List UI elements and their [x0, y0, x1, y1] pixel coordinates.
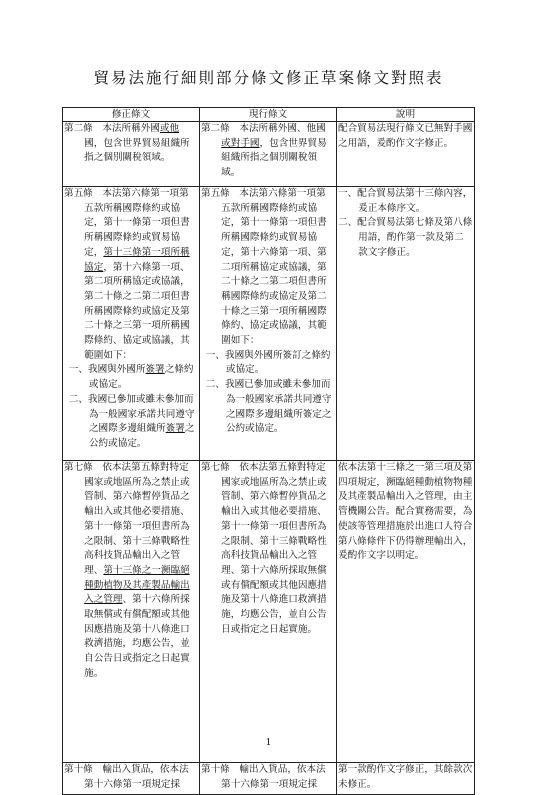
- header-current: 現行條文: [200, 108, 337, 122]
- note-cell: [337, 122, 475, 187]
- page-title: 貿易法施行細則部分條文修正草案條文對照表: [93, 69, 444, 87]
- note-text: 配合貿易法現行條文已無對手國之用語，爰酌作文字修正。: [338, 123, 473, 149]
- article-text: 第七條 依本法第五條對特定國家或地區所為之禁止或管制、第六條暫停貨品之輸出入或其他必要措施、第十一條第一項但書所為之限制、第十三條戰略性高科技貨品輸出入之管理、第十三條之一瀕臨絕種動植物及其產製品輸出入之管理、第十六條所採取無償或有償配額或其他因應措施及第十八條進口救濟措施，均應公告，並自公告日或指定之日起實施。: [64, 462, 190, 679]
- article-text: 第五條 本法第六條第一項第五款所稱國際條約或協定，第十一條第一項但書所稱國際條約或貿易協定，第十三條第一項所稱協定，第十六條第一項、第二項所稱協定或協議，第二十條之二第二項但書所稱國際條約或協定及第二十條之三第一項所稱國際條約、協定或協議，其範圍如下：: [64, 188, 190, 361]
- table-row: [63, 763, 475, 795]
- table-row: [63, 187, 475, 461]
- current-cell: [200, 187, 337, 461]
- header-note: 說明: [337, 108, 475, 122]
- article-text: 第五條 本法第六條第一項第五款所稱國際條約或協定，第十一條第一項但書所稱國際條約或貿易協定，第十六條第一項、第二項所稱協定或協議，第二十條之二第二項但書所稱國際條約或協定及第二十條之三第一項所稱國際條約、協定或協議，其範圍如下：: [201, 188, 327, 347]
- amended-text: 或他: [159, 123, 180, 134]
- current-cell: [200, 763, 337, 795]
- revised-cell: [63, 187, 200, 461]
- current-cell: [200, 461, 337, 763]
- table-row: [63, 461, 475, 763]
- note-text: 第一款酌作文字修正，其餘款次未修正。: [338, 764, 473, 790]
- comparison-table: [62, 107, 475, 795]
- list-item: 一、配合貿易法第十三條內容，爰正本條序文。: [338, 188, 473, 214]
- deleted-text: 或對手國: [221, 137, 260, 149]
- list-item: 二、配合貿易法第七條及第八條用語，酌作第一款及第二款文字修正。: [338, 217, 473, 258]
- article-text: 第二條 本法所稱外國、他國或對手國，包含世界貿易組織所指之個別關稅領域。: [201, 123, 327, 179]
- list-item: 二、我國已參加或雖未參加而為一般國家承諾共同遵守之國際多邊組織所簽定之公約或協定。: [205, 379, 332, 435]
- amended-text: 第十三條之一瀕臨絕種動植物及其產製品輸出入之管理: [84, 564, 190, 606]
- revised-cell: [63, 763, 200, 795]
- current-cell: [200, 122, 337, 187]
- header-revised: 修正條文: [63, 108, 200, 122]
- table-row: [63, 122, 475, 187]
- amended-text: 第十三條第一項所稱協定: [84, 246, 190, 273]
- article-text: 第二條 本法所稱外國或他國，包含世界貿易組織所指之個別關稅領域。: [64, 123, 190, 164]
- amended-text: 簽署: [165, 423, 185, 435]
- article-text: 第十條 輸出入貨品，依本法第十六條第一項規定採: [64, 764, 189, 790]
- note-text: 依本法第十三條之一第三項及第四項規定，瀕臨絕種動植物物種及其產製品輸出入之管理，由主管機關公告。配合實務需要，為使該等管理措施於出進口人符合第八條條件下仍得辦理輸出入，爰酌作文字以明定。: [338, 462, 473, 562]
- page-number: 1: [265, 738, 272, 748]
- note-cell: [337, 461, 475, 763]
- list-item: 二、我國已參加或雖未參加而為一般國家承諾共同遵守之國際多邊組織所簽署之公約或協定。: [68, 393, 195, 449]
- article-text: 第七條 依本法第五條對特定國家或地區所為之禁止或管制、第六條暫停貨品之輸出入或其他必要措施、第十一條第一項但書所為之限制、第十三條戰略性高科技貨品輸出入之管理、第十六條所採取無償或有償配額或其他因應措施及第十八條進口救濟措施，均應公告，並自公告日或指定之日起實施。: [201, 462, 327, 635]
- list-item: 一、我國與外國所簽訂之條約或協定。: [205, 349, 331, 376]
- revised-cell: [63, 122, 200, 187]
- note-cell: [337, 763, 475, 795]
- list-item: 一、我國與外國所簽署之條約或協定。: [68, 364, 194, 391]
- amended-text: 簽署: [145, 364, 165, 376]
- article-text: 第十條 輸出入貨品，依本法第十六條第一項規定採: [201, 764, 326, 790]
- table-header-row: [63, 108, 475, 122]
- revised-cell: [63, 461, 200, 763]
- note-cell: [337, 187, 475, 461]
